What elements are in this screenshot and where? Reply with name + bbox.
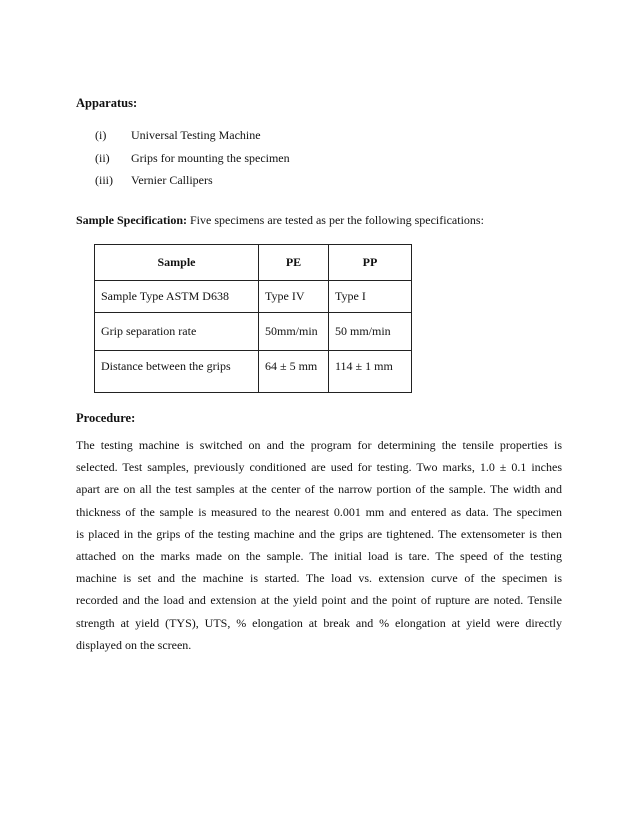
procedure-heading: Procedure:	[76, 411, 136, 425]
table-cell: 64 ± 5 mm	[259, 351, 329, 393]
paragraph-line: is placed in the grips of the testing machine and the grips are tightened. The extensometer is then	[76, 526, 562, 541]
table-header-cell: PP	[329, 245, 412, 281]
table-header-cell: Sample	[95, 245, 259, 281]
item-text: Grips for mounting the specimen	[131, 151, 290, 165]
table-cell: 50mm/min	[259, 313, 329, 351]
paragraph-line: thickness of the sample is measured to the nearest 0.001 mm and entered as data. The specimen	[76, 504, 562, 519]
item-text: Universal Testing Machine	[131, 128, 261, 142]
table-row	[95, 351, 412, 393]
paragraph-line: displayed on the screen.	[76, 637, 192, 652]
item-number: (ii)	[95, 151, 110, 165]
paragraph-line: apart are on all the test samples at the center of the narrow portion of the sample. The width and	[76, 482, 562, 497]
table-cell: 50 mm/min	[329, 313, 412, 351]
table-cell: Grip separation rate	[95, 313, 259, 351]
table-header-cell: PE	[259, 245, 329, 281]
paragraph-line: selected. Test samples, previously conditioned are used for testing. Two marks, 1.0 ± 0.1 inches	[76, 460, 562, 475]
paragraph-line: strength at yield (TYS), UTS, % elongation at break and % elongation at yield were directly	[76, 615, 562, 630]
paragraph-line: attached on the marks made on the sample. The initial load is tare. The speed of the testing	[76, 548, 562, 563]
paragraph-line: machine is set and the machine is started. The load vs. extension curve of the specimen is	[76, 571, 562, 586]
item-number: (iii)	[95, 173, 113, 187]
paragraph-line: recorded and the load and extension at the yield point and the point of rupture are noted. Tensile	[76, 593, 562, 608]
table-cell: Type I	[329, 281, 412, 313]
table-header-row	[95, 245, 412, 281]
table-row	[95, 281, 412, 313]
paragraph-line: The testing machine is switched on and the program for determining the tensile properties is	[76, 438, 562, 452]
table-cell: Sample Type ASTM D638	[95, 281, 259, 313]
table-cell: 114 ± 1 mm	[329, 351, 412, 393]
sample-specification-line	[76, 213, 484, 228]
item-number: (i)	[95, 128, 107, 142]
sample-specification-label: Sample Specification:	[76, 213, 187, 227]
sample-specification-text: Five specimens are tested as per the following specifications:	[187, 213, 484, 227]
table-row	[95, 313, 412, 351]
apparatus-heading: Apparatus:	[76, 96, 138, 110]
item-text: Vernier Callipers	[131, 173, 213, 187]
specification-table	[94, 244, 412, 393]
table-cell: Type IV	[259, 281, 329, 313]
procedure-paragraph	[76, 434, 562, 656]
table-cell: Distance between the grips	[95, 351, 259, 393]
